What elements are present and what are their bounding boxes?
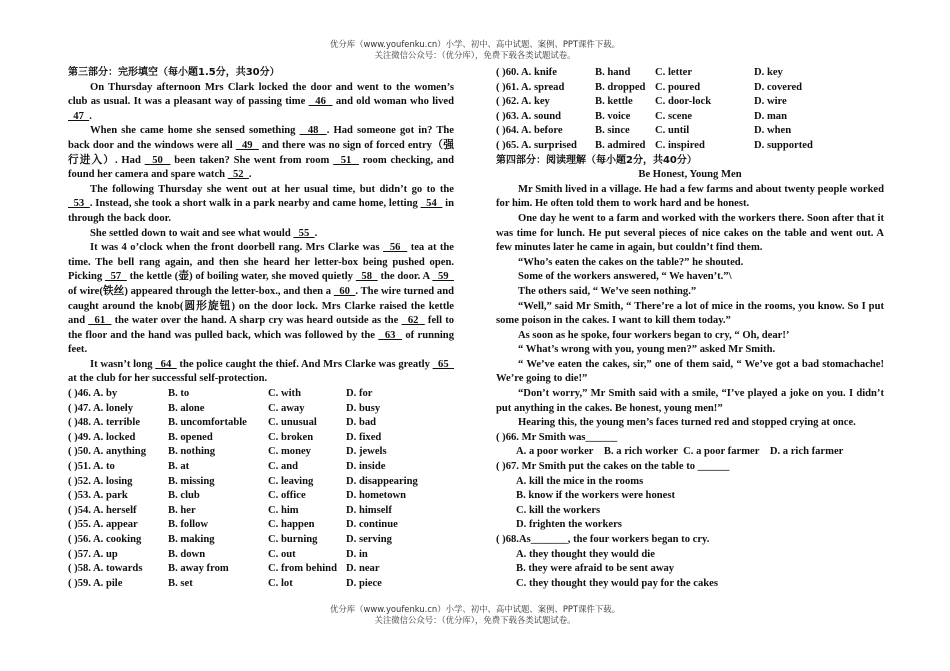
cloze-paragraph-5: It was 4 o’clock when the front doorbell rang. Mrs Clarke was 56 tea at the time. The bell rang again, and then she heard her letter-box being pushed open. Picking 57 the kettle (壶) of boiling water, she moved quietly 58 the door. A 59 of wire(铁丝) appeared through the letter-box., and then a 60 . The wire turned and caught around the knob(圆形旋钮) on the door lock. Mrs Clarke raised the kettle and 61 the water over the hand. A sharp cry was heard outside as the 62 fell to the floor and the hand was pulled back, which was followed by the 63 of running feet.	[68, 242, 455, 356]
left-column	[68, 66, 454, 591]
choice-row: ( )47. A. lonely B. alone C. away D. busy	[68, 402, 381, 414]
choice-row: ( )60. A. knife B. hand C. letter D. key	[496, 67, 783, 78]
header-line-2: 关注微信公众号：（优分库），免费下载各类试题试卷。	[374, 50, 576, 60]
question-68: ( )68.As_______, the four workers began to cry.	[496, 534, 710, 545]
question-67: ( )67. Mr Smith put the cakes on the table to ______	[496, 461, 730, 473]
footer-line-1: 优分库（www.youfenku.cn）小学、初中、高中试题、案例、PPT课件下载。	[330, 604, 620, 614]
choice-row: ( )48. A. terrible B. uncomfortable C. unusual D. bad	[68, 417, 377, 429]
passage-paragraph: “Who’s eaten the cakes on the table?” he shouted.	[518, 256, 744, 268]
choice-row: ( )52. A. losing B. missing C. leaving D. disappearing	[68, 475, 418, 487]
question-68-option: A. they thought they would die	[516, 548, 655, 560]
choice-row: ( )64. A. before B. since C. until D. when	[496, 125, 792, 137]
choice-row: ( )53. A. park B. club C. office D. hometown	[68, 490, 407, 502]
cloze-paragraph-6: It wasn’t long 64 the police caught the thief. And Mrs Clarke was greatly 65 at the club for her successful self-protection.	[68, 358, 455, 385]
page-footer	[0, 604, 950, 626]
passage-paragraph: One day he went to a farm and worked with the workers there. Soon after that it was time for lunch. He put several pieces of nice cakes on the table and went out. A few minutes later he came in again, but couldn’t find them.	[496, 212, 884, 254]
right-column	[496, 66, 884, 591]
choice-row: ( )65. A. surprised B. admired C. inspired D. supported	[496, 139, 813, 151]
choice-row: ( )63. A. sound B. voice C. scene D. man	[496, 110, 787, 122]
choice-row: ( )59. A. pile B. set C. lot D. piece	[68, 577, 382, 589]
question-68-option: C. they thought they would pay for the cakes	[516, 577, 718, 589]
choice-row: ( )56. A. cooking B. making C. burning D. serving	[68, 534, 392, 545]
header-line-1: 优分库（www.youfenku.cn）小学、初中、高中试题、案例、PPT课件下载。	[330, 39, 620, 49]
choice-row: ( )58. A. towards B. away from C. from behind D. near	[68, 563, 380, 575]
part3-heading: 第三部分：完形填空（每小题1.5分，共30分）	[68, 67, 280, 78]
passage-paragraph: The others said, “ We’ve seen nothing.”	[518, 285, 697, 297]
question-67-option: A. kill the mice in the rooms	[516, 475, 644, 487]
passage-paragraph: “ We’ve eaten the cakes, sir,” one of them said, “ We’ve got a bad stomachache! We’re going to die!”	[496, 358, 884, 385]
question-67-option: B. know if the workers were honest	[516, 490, 675, 502]
cloze-paragraph-1: On Thursday afternoon Mrs Clark locked the door and went to the women’s club as usual. It was a pleasant way of passing time 46 and old woman who lived 47 .	[68, 81, 454, 122]
choice-row: ( )49. A. locked B. opened C. broken D. fixed	[68, 431, 382, 443]
passage-paragraph: “Don’t worry,” Mr Smith said with a smile, “I’ve played a joke on you. I didn’t put anything in the cakes. Be honest, young men!”	[496, 388, 884, 414]
question-68-option: B. they were afraid to be sent away	[516, 563, 675, 575]
page-header	[0, 39, 950, 61]
footer-line-2: 关注微信公众号：（优分库），免费下载各类试题试卷。	[374, 615, 576, 625]
cloze-paragraph-2: When she came home she sensed something 48 . Had someone got in? The back door and the windows were all 49 and there was no sign of forced entry（强行进入）. Had 50 been taken? She went from room 51 room checking, and found her camera and spare watch 52 .	[68, 125, 455, 181]
passage-title: Be Honest, Young Men	[638, 169, 742, 181]
choice-row: ( )51. A. to B. at C. and D. inside	[68, 461, 386, 473]
choices-right	[496, 66, 884, 154]
question-66: ( )66. Mr Smith was______	[496, 431, 618, 443]
passage-paragraph: Some of the workers answered, “ We haven’t.”\	[518, 271, 732, 283]
passage-paragraph: Mr Smith lived in a village. He had a few farms and about twenty people worked for him. He often told them to work hard and be honest.	[496, 183, 884, 210]
choices-left	[68, 387, 454, 591]
question-67-option: D. frighten the workers	[516, 519, 622, 531]
passage-paragraph: “Well,” said Mr Smith, “ There’re a lot of mice in the rooms, you know. So I put some poison in the cakes. I want to kill them today.”	[496, 300, 884, 327]
choice-row: ( )54. A. herself B. her C. him D. himself	[68, 504, 392, 516]
passage-paragraph: Hearing this, the young men’s faces turned red and stopped crying at once.	[518, 417, 856, 429]
choice-row: ( )50. A. anything B. nothing C. money D. jewels	[68, 446, 387, 458]
choice-row: ( )55. A. appear B. follow C. happen D. continue	[68, 519, 398, 531]
cloze-paragraph-3: The following Thursday she went out at her usual time, but didn’t go to the 53 . Instead, she took a short walk in a park nearby and came home, letting 54 in through the back door.	[68, 183, 455, 224]
cloze-paragraph-4: She settled down to wait and see what would 55 .	[90, 227, 318, 239]
passage-paragraph: As soon as he spoke, four workers began to cry, “ Oh, dear!’	[518, 329, 790, 341]
question-67-option: C. kill the workers	[516, 504, 601, 516]
part4-heading: 第四部分：阅读理解（每小题2分，共40分）	[496, 154, 697, 166]
choice-row: ( )61. A. spread B. dropped C. poured D. covered	[496, 81, 803, 93]
choice-row: ( )57. A. up B. down C. out D. in	[68, 548, 368, 560]
choice-row: ( )46. A. by B. to C. with D. for	[68, 388, 373, 400]
choice-row: ( )62. A. key B. kettle C. door-lock D. wire	[496, 96, 787, 108]
question-66-options: A. a poor worker B. a rich worker C. a poor farmer D. a rich farmer	[516, 446, 844, 458]
passage-paragraph: “ What’s wrong with you, young men?” asked Mr Smith.	[518, 344, 776, 356]
